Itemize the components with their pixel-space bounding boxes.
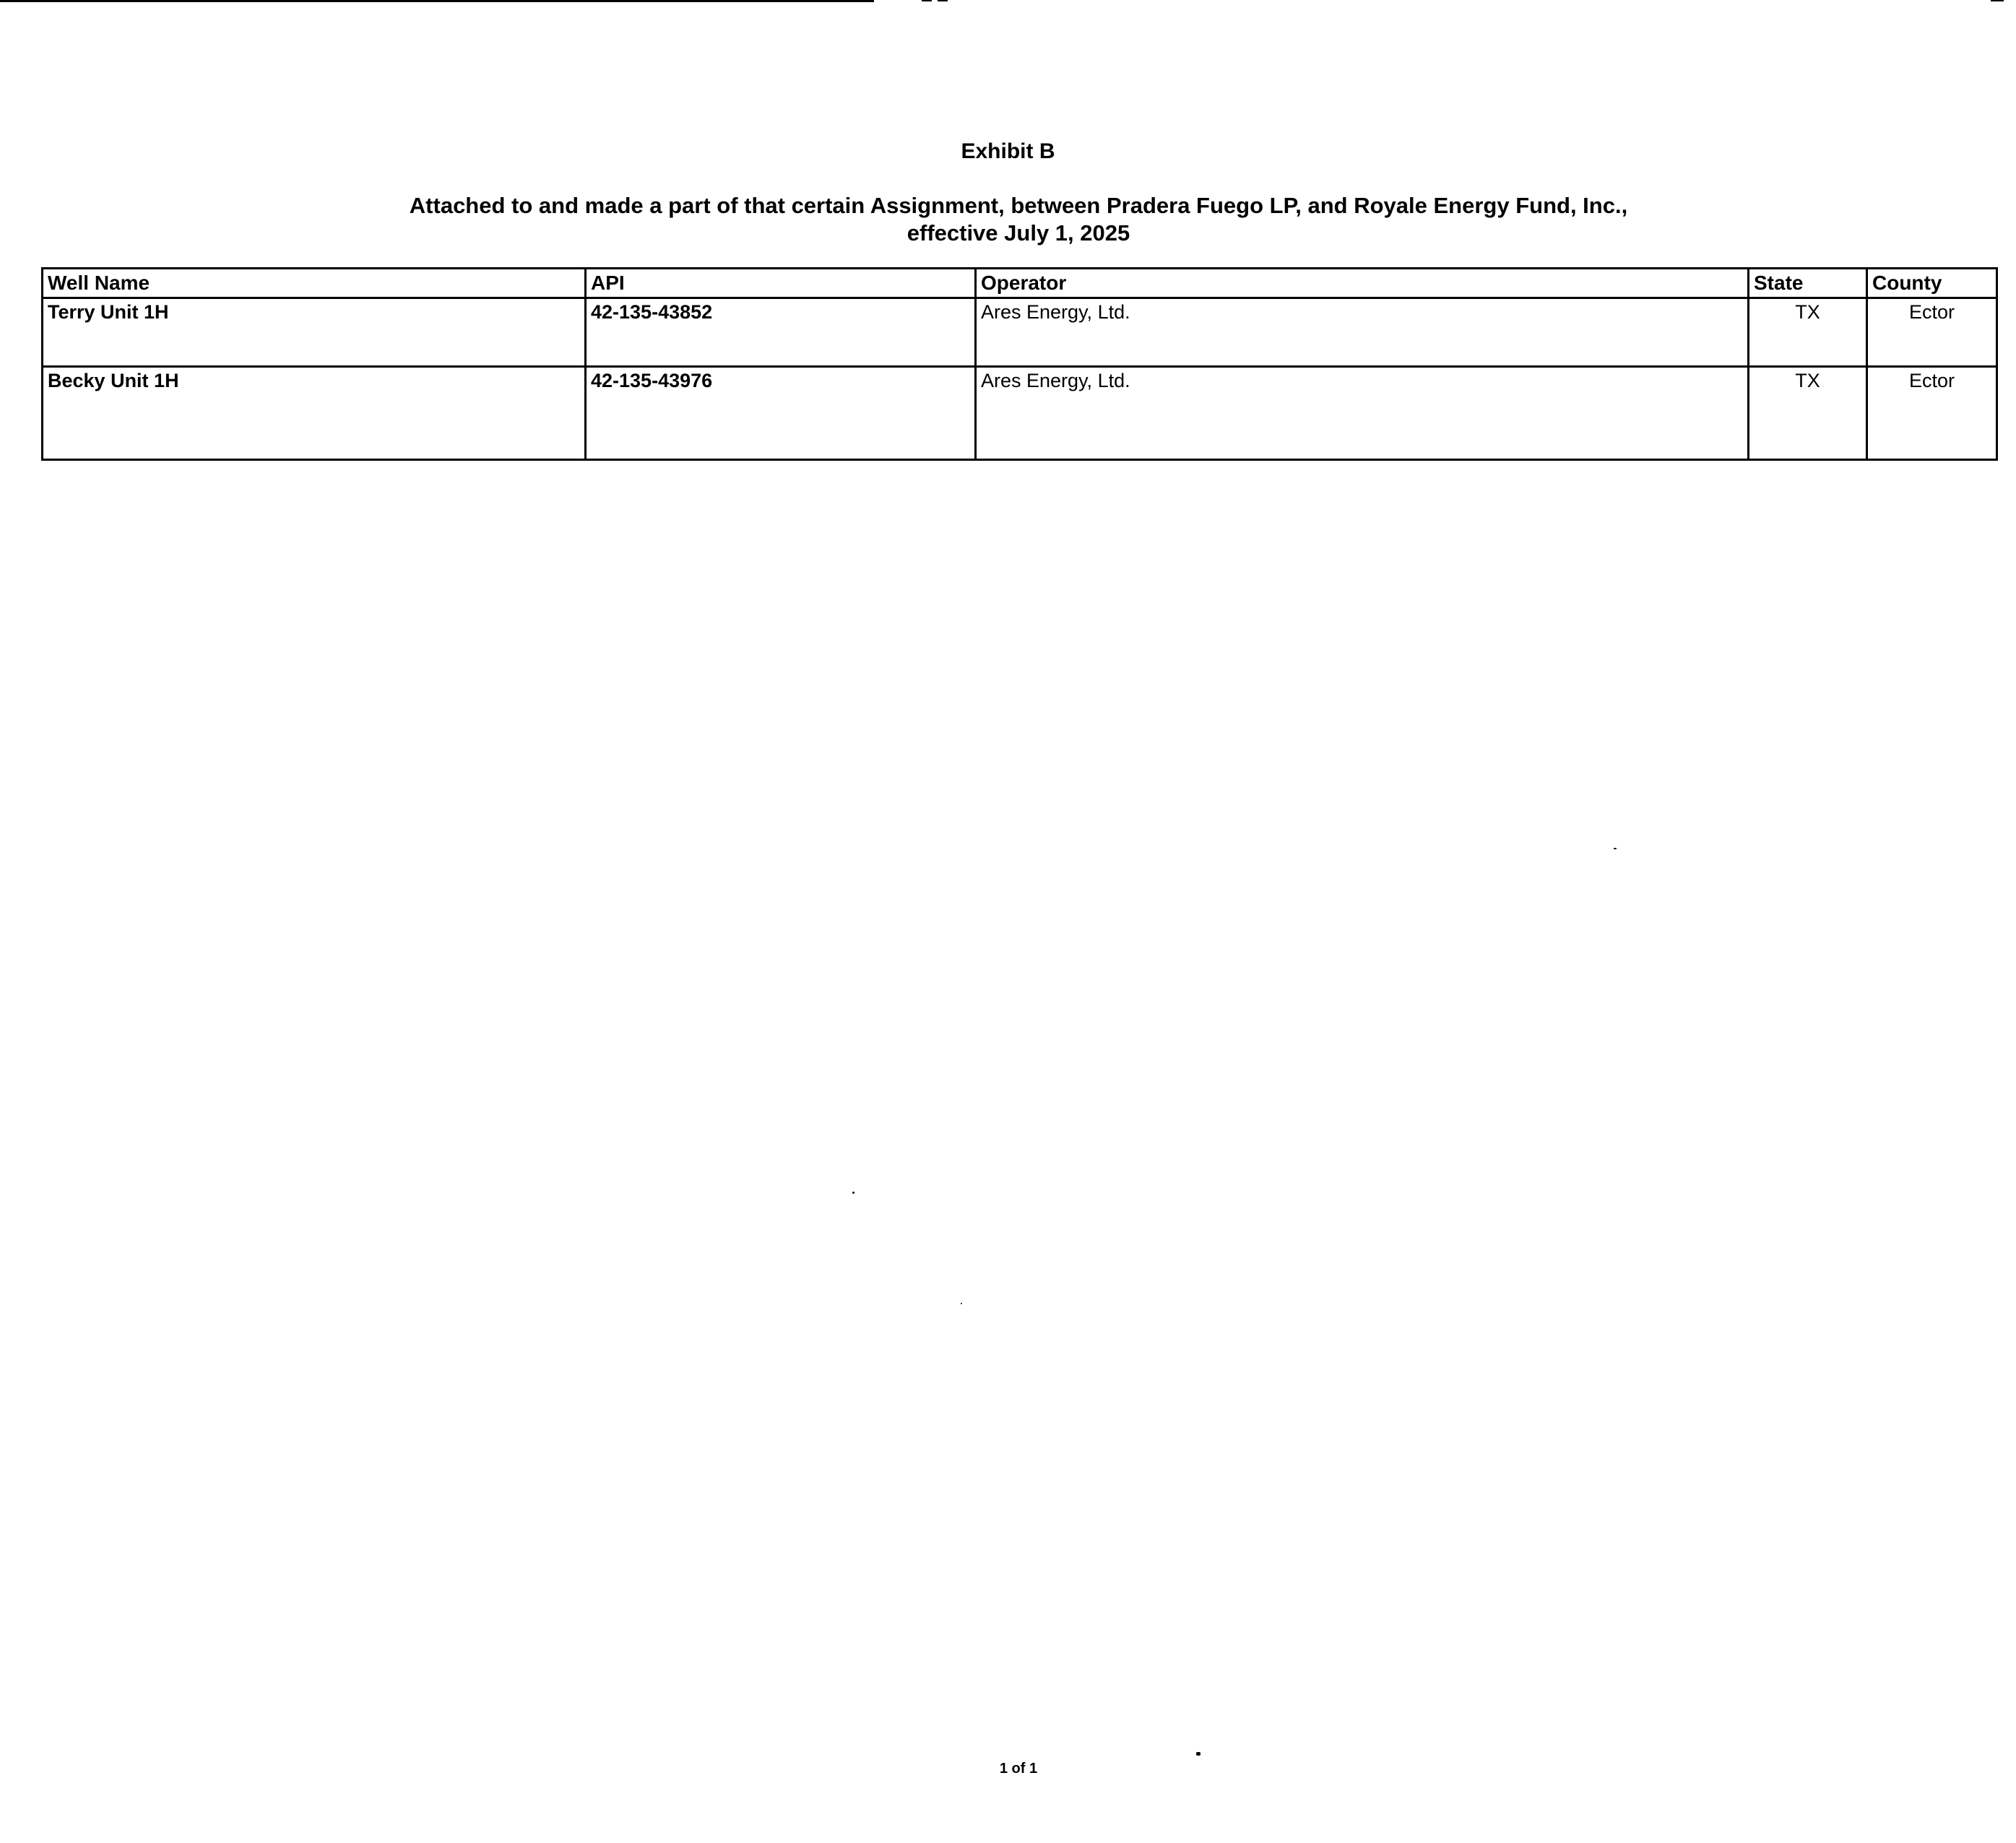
cell-well-name: Becky Unit 1H [43,367,586,460]
scan-edge-mark [0,0,874,2]
scan-speck [1196,1752,1200,1756]
table-row [43,367,1997,460]
cell-county: Ector [1867,367,1997,460]
scan-edge-mark [1991,0,2004,1]
cell-api: 42-135-43852 [586,298,976,367]
cell-operator: Ares Energy, Ltd. [976,298,1749,367]
page-title: Exhibit B [961,139,1055,163]
scan-edge-mark [922,0,932,1]
header-county: County [1867,269,1997,298]
header-state: State [1749,269,1867,298]
header-operator: Operator [976,269,1749,298]
scan-speck [961,1303,962,1304]
header-well-name: Well Name [43,269,586,298]
page-number: 1 of 1 [999,1761,1038,1777]
cell-operator: Ares Energy, Ltd. [976,367,1749,460]
table-row [43,298,1997,367]
cell-api: 42-135-43976 [586,367,976,460]
exhibit-subtitle [0,192,2016,247]
header-api: API [586,269,976,298]
subtitle-line-2: effective July 1, 2025 [907,220,1130,246]
cell-well-name: Terry Unit 1H [43,298,586,367]
table-header-row [43,269,1997,298]
scan-edge-mark [938,0,948,1]
cell-county: Ector [1867,298,1997,367]
cell-state: TX [1749,367,1867,460]
scan-speck [852,1192,855,1194]
subtitle-line-1: Attached to and made a part of that certain Assignment, between Pradera Fuego LP, and Royale Energy Fund, Inc., [409,193,1628,218]
cell-state: TX [1749,298,1867,367]
scan-speck [1614,848,1617,849]
wells-table [41,267,1998,461]
